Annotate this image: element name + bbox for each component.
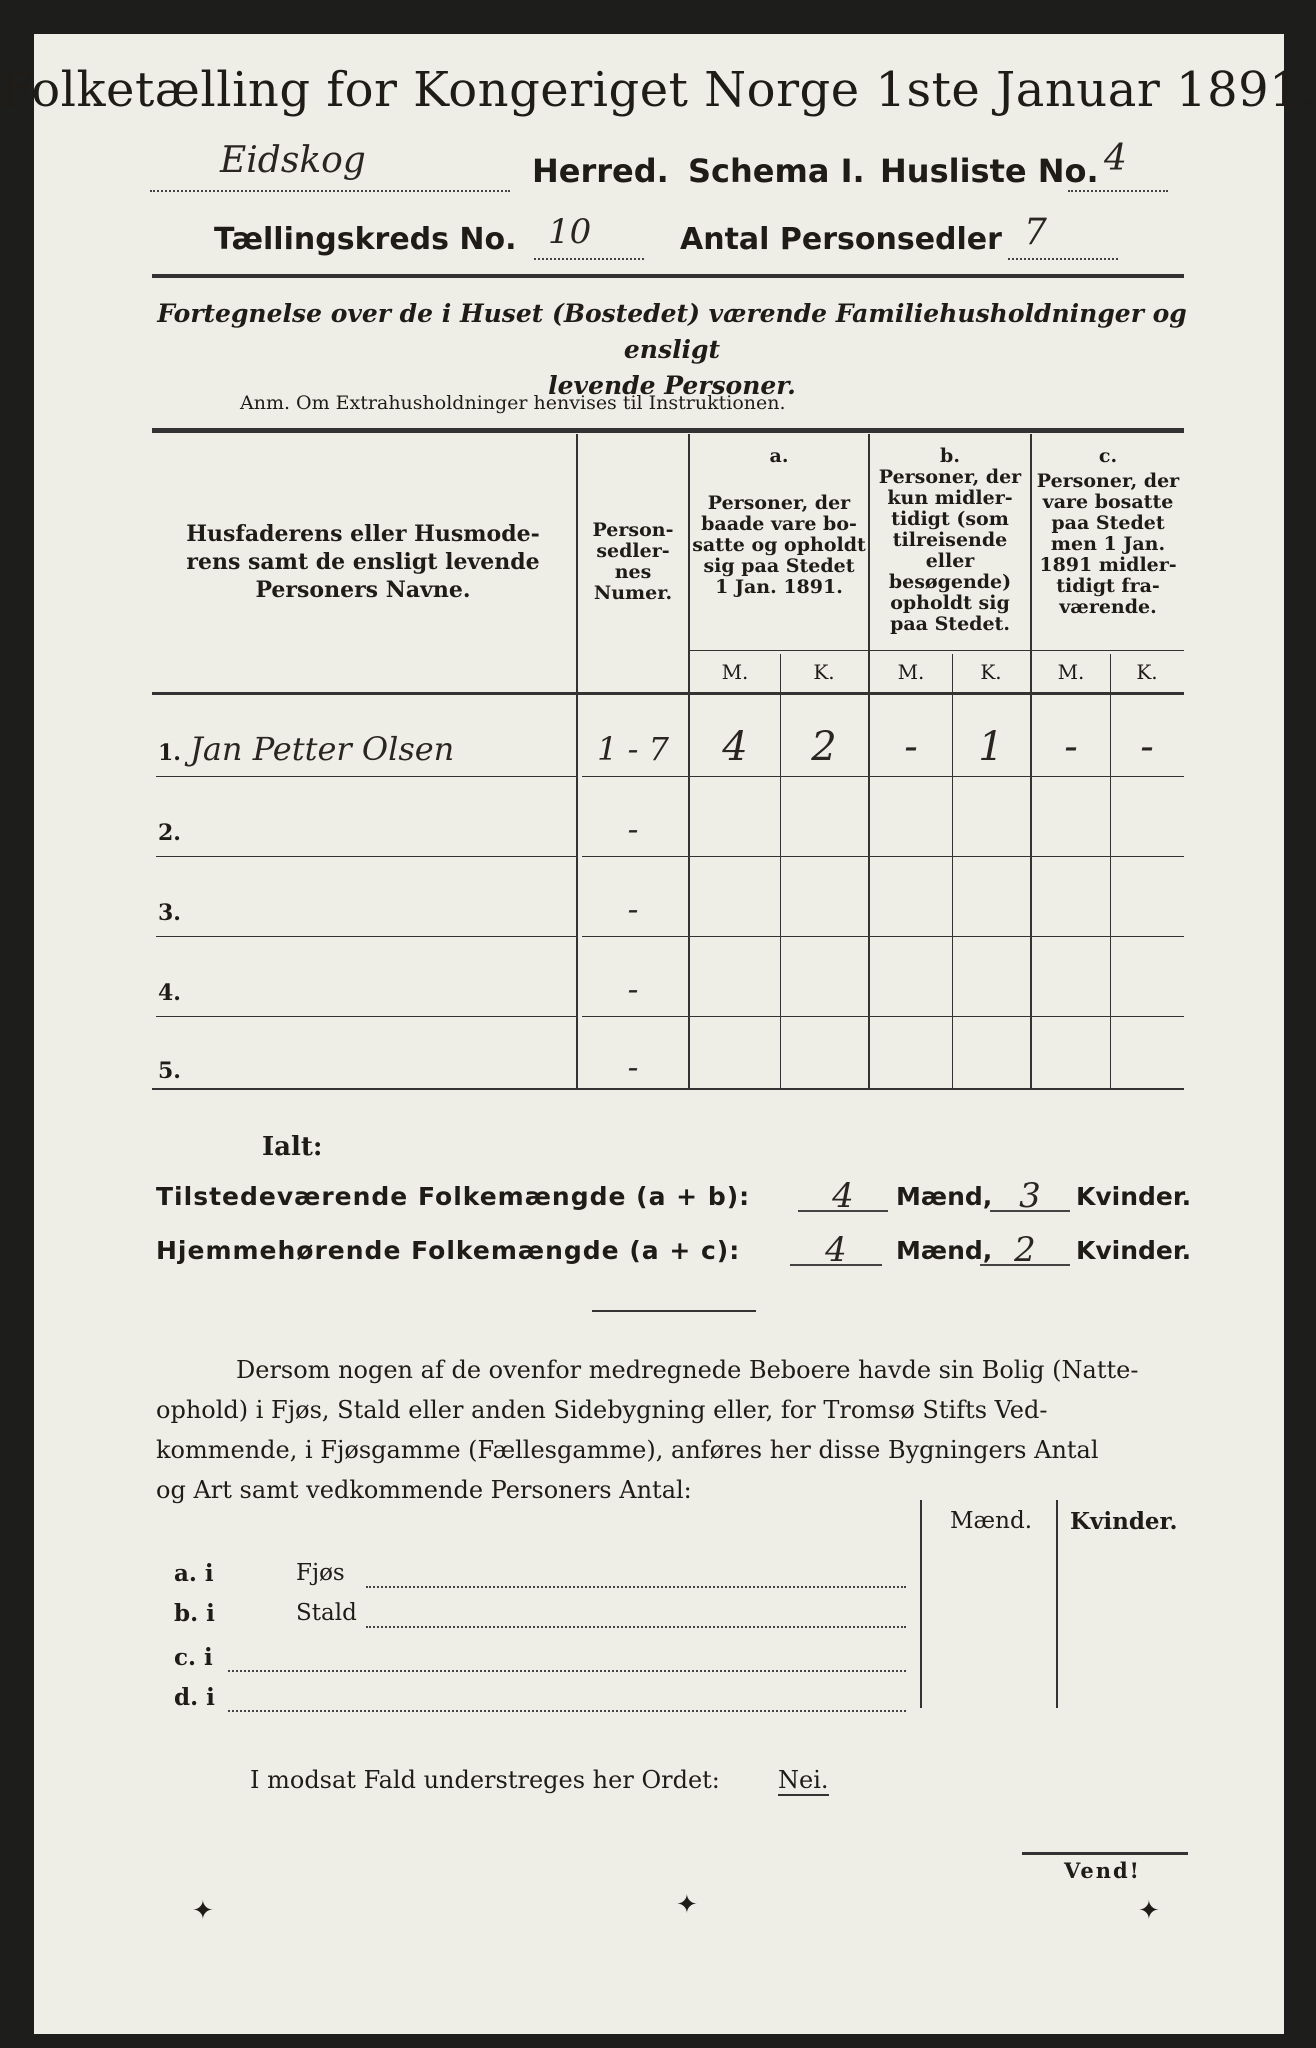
header-ck: K.: [1136, 660, 1158, 684]
vend-rule: [1022, 1852, 1188, 1855]
form-title: Folketælling for Kongeriget Norge 1ste Januar 1891.: [0, 62, 1316, 118]
header-c-line: tidigt fra-: [1056, 575, 1160, 597]
bolig-item-label: Stald: [296, 1600, 357, 1626]
kreds-field: [534, 212, 644, 260]
header-a-line: 1 Jan. 1891.: [715, 576, 843, 598]
row-name: Jan Petter Olsen: [190, 730, 455, 768]
punch-mark-left: ✦: [192, 1896, 214, 1926]
herred-label: Herred.: [532, 152, 669, 190]
tilstede-m-value: 4: [832, 1176, 854, 1216]
modsat-text: I modsat Fald understreges her Ordet:: [250, 1766, 720, 1794]
row-rule-name: [156, 856, 576, 857]
row-cell-bk: 1: [978, 724, 1004, 770]
hjemme-k-value: 2: [1014, 1230, 1036, 1270]
row-person-num: -: [627, 810, 639, 848]
row-rule-values: [582, 936, 1184, 937]
header-c-line: 1891 midler-: [1039, 554, 1177, 576]
bolig-line: og Art samt vedkommende Personers Antal:: [156, 1476, 692, 1504]
bolig-item-letter: c. i: [174, 1644, 213, 1671]
table-bottom-rule: [152, 1088, 1184, 1090]
tilstede-k-value: 3: [1019, 1176, 1041, 1216]
header-num-line: Person-: [592, 519, 674, 541]
header-bm: M.: [897, 660, 925, 684]
antal-field: [1008, 212, 1118, 260]
hjemme-m-field: [790, 1230, 882, 1270]
row-cell-am: 4: [722, 724, 748, 770]
hjemme-maend: Mænd,: [896, 1236, 993, 1265]
tilstede-label: Tilstedeværende Folkemængde (a + b):: [156, 1182, 751, 1211]
col-divider-bm: [952, 654, 953, 1088]
header-name-line: Husfaderens eller Husmode-: [186, 521, 540, 547]
bolig-item-letter: d. i: [174, 1684, 215, 1711]
header-a-letter: a.: [769, 445, 789, 467]
husliste-value: 4: [1104, 138, 1127, 179]
bolig-divider-2: [1056, 1500, 1058, 1708]
antal-value: 7: [1024, 212, 1047, 253]
bolig-item-letter: a. i: [174, 1560, 214, 1587]
header-num-line: sedler-: [596, 540, 670, 562]
row-number: 3.: [158, 900, 181, 926]
header-a-line: satte og opholdt: [692, 534, 866, 556]
header-c-line: Personer, der: [1036, 470, 1180, 492]
header-name: [156, 520, 570, 604]
row-rule-name: [156, 776, 576, 777]
header-a-line: baade vare bo-: [701, 513, 857, 535]
header-b-line: opholdt sig: [890, 592, 1010, 614]
bolig-kvinder-header: Kvinder.: [1070, 1508, 1178, 1535]
header-b: [870, 446, 1030, 635]
herred-field: [150, 140, 510, 192]
table-top-rule: [152, 428, 1184, 433]
header-a-line: Personer, der: [707, 492, 851, 514]
header-am: M.: [721, 660, 749, 684]
header-b-line: eller: [925, 550, 975, 572]
hjemme-label: Hjemmehørende Folkemængde (a + c):: [156, 1236, 741, 1265]
herred-value: Eidskog: [220, 140, 366, 181]
row-cell-ak: 2: [811, 724, 837, 770]
header-b-line: tilreisende: [892, 529, 1008, 551]
row-cell-cm: -: [1064, 724, 1078, 770]
bolig-paragraph: [156, 1350, 1192, 1510]
mk-top-rule: [690, 650, 1184, 651]
header-b-line: besøgende): [888, 571, 1012, 593]
tilstede-k-field: [990, 1176, 1070, 1216]
row-cell-bm: -: [904, 724, 918, 770]
husliste-label: Husliste No.: [880, 152, 1099, 190]
tilstede-maend: Mænd,: [896, 1182, 993, 1211]
header-name-line: rens samt de ensligt levende: [186, 549, 540, 575]
row-rule-values: [582, 776, 1184, 777]
row-person-num: 1 - 7: [597, 730, 669, 768]
header-name-line: Personers Navne.: [255, 577, 471, 603]
bolig-item-letter: b. i: [174, 1600, 215, 1627]
row-number: 2.: [158, 820, 181, 846]
row-number: 5.: [158, 1058, 181, 1084]
header-b-letter: b.: [940, 445, 960, 467]
row-cell-ck: -: [1140, 724, 1154, 770]
bolig-item-dotted-field: [366, 1612, 906, 1628]
separator-rule: [592, 1310, 756, 1312]
header-c-line: paa Stedet: [1051, 512, 1165, 534]
header-num: [580, 520, 686, 604]
header-b-line: kun midler-: [887, 487, 1013, 509]
header-c-letter: c.: [1098, 445, 1118, 467]
punch-mark-right: ✦: [1138, 1896, 1160, 1926]
intro-text: [152, 296, 1192, 404]
col-divider-cm: [1110, 654, 1111, 1088]
bolig-item-dotted-field: [228, 1656, 906, 1672]
punch-mark-center: ✦: [676, 1890, 698, 1920]
header-num-line: nes: [614, 561, 652, 583]
row-person-num: -: [627, 970, 639, 1008]
header-c-line: vare bosatte: [1042, 491, 1174, 513]
bolig-divider-1: [920, 1500, 922, 1708]
bolig-item-label: Fjøs: [296, 1560, 345, 1586]
header-ak: K.: [813, 660, 835, 684]
tilstede-m-field: [798, 1176, 888, 1216]
nei-word: Nei.: [778, 1766, 829, 1794]
vend-text: Vend!: [1064, 1858, 1141, 1883]
col-divider-am: [780, 654, 781, 1088]
row-number: 1.: [158, 740, 181, 766]
header-cm: M.: [1057, 660, 1085, 684]
bolig-line: kommende, i Fjøsgamme (Fællesgamme), anføres her disse Bygningers Antal: [156, 1436, 1099, 1464]
header-b-line: tidigt (som: [891, 508, 1009, 530]
header-c-line: men 1 Jan.: [1050, 533, 1166, 555]
header-b-line: Personer, der: [878, 466, 1022, 488]
header-rule: [152, 274, 1184, 278]
hjemme-m-value: 4: [825, 1230, 847, 1270]
bolig-item-dotted-field: [228, 1696, 906, 1712]
header-bk: K.: [980, 660, 1002, 684]
intro-line-2: levende Personer.: [548, 371, 796, 400]
col-divider-name: [576, 434, 578, 1088]
header-a: [690, 446, 868, 598]
header-num-line: Numer.: [593, 582, 673, 604]
bolig-maend-header: Mænd.: [950, 1508, 1033, 1534]
bolig-line: ophold) i Fjøs, Stald eller anden Sidebygning eller, for Tromsø Stifts Ved-: [156, 1396, 1048, 1424]
bolig-line: Dersom nogen af de ovenfor medregnede Beboere havde sin Bolig (Natte-: [236, 1356, 1139, 1384]
row-rule-values: [582, 856, 1184, 857]
row-number: 4.: [158, 980, 181, 1006]
hjemme-kvinder: Kvinder.: [1076, 1236, 1192, 1265]
row-rule-name: [156, 936, 576, 937]
row-person-num: -: [627, 1048, 639, 1086]
header-c-line: værende.: [1059, 596, 1157, 618]
kreds-label: Tællingskreds No.: [214, 222, 517, 257]
row-rule-values: [582, 1016, 1184, 1017]
schema-label: Schema I.: [688, 152, 865, 190]
tilstede-kvinder: Kvinder.: [1076, 1182, 1192, 1211]
husliste-field: [1068, 138, 1168, 192]
bolig-item-dotted-field: [366, 1572, 906, 1588]
antal-label: Antal Personsedler: [680, 222, 1002, 257]
row-rule-name: [156, 1016, 576, 1017]
header-b-line: paa Stedet.: [890, 613, 1010, 635]
row-person-num: -: [627, 890, 639, 928]
header-a-line: sig paa Stedet: [703, 555, 855, 577]
hjemme-k-field: [980, 1230, 1070, 1270]
header-c: [1032, 446, 1184, 618]
intro-line-1: Fortegnelse over de i Huset (Bostedet) værende Familiehusholdninger og ensligt: [157, 299, 1187, 364]
anm-note: Anm. Om Extrahusholdninger henvises til Instruktionen.: [240, 392, 786, 414]
ialt-label: Ialt:: [262, 1132, 323, 1162]
kreds-value: 10: [548, 212, 592, 252]
